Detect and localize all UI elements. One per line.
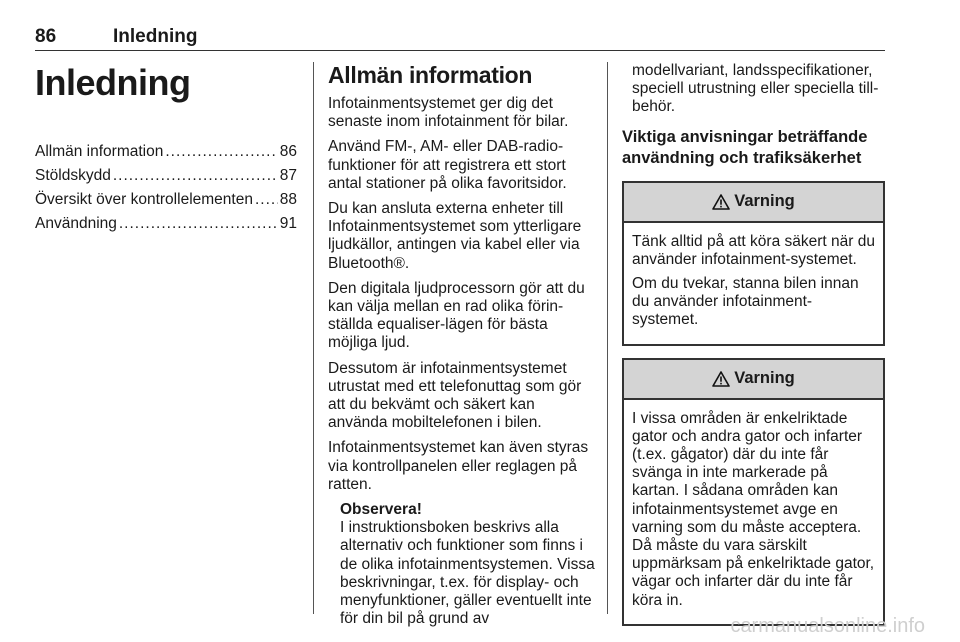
toc-entry[interactable] — [35, 212, 297, 236]
page-number: 86 — [35, 26, 57, 47]
watermark: carmanualsonline.info — [730, 615, 925, 637]
paragraph: Den digitala ljudprocessorn gör att du kan välja mellan en rad olika förin-ställda equaliser-lägen för bästa möjliga ljud. — [328, 279, 585, 352]
toc-column — [35, 62, 297, 236]
toc-page: 91 — [279, 215, 297, 232]
note-title: Observera! — [340, 501, 422, 519]
toc-entry[interactable] — [35, 164, 297, 188]
warning-box — [622, 358, 885, 626]
toc-entry[interactable] — [35, 188, 297, 212]
warning-box — [622, 181, 885, 346]
toc-label: Användning — [35, 215, 117, 232]
table-of-contents — [35, 140, 297, 236]
section-heading: Allmän information — [328, 62, 533, 88]
toc-label: Allmän information — [35, 143, 164, 160]
warning-text: I vissa områden är enkelriktade gator och andra gator och infarter (t.ex. gågator) där du inte får svänga in inte markerade på kartan. I sådana områden kan infotainmentsystemet avge en varning som du måste acceptera. Då måste du vara särskilt uppmärksam på enkelriktade gator, vägar och infarter där du inte får köra in. — [632, 409, 875, 609]
paragraph — [328, 200, 596, 273]
toc-page: 88 — [279, 191, 297, 208]
warning-title: Varning — [734, 192, 795, 211]
warning-text: Om du tvekar, stanna bilen innan du använder infotainment-systemet. — [632, 275, 859, 329]
toc-label: Översikt över kontrollelementen — [35, 191, 253, 208]
page-header — [35, 22, 885, 51]
continued-paragraph: modellvariant, landsspecifikationer, speciell utrustning eller speciella till-behör. — [632, 62, 879, 116]
paragraph: Dessutom är infotainmentsystemet utrustat med ett telefonuttag som gör att du bekvämt och säkert kan använda mobiltelefonen i bilen. — [328, 359, 582, 432]
paragraph: Använd FM-, AM- eller DAB-radio-funktioner för att registrera ett stort antal stationer på olika favoritsidor. — [328, 138, 567, 192]
warning-text: Tänk alltid på att köra säkert när du använder infotainment-systemet. — [632, 232, 875, 268]
warning-header — [624, 183, 883, 223]
note-box — [340, 501, 596, 628]
paragraph-text: Du kan ansluta externa enheter till Infotainmentsystemet som ytterligare ljudkällor, antingen via kabel eller via Bluetooth — [328, 200, 582, 272]
paragraph: Infotainmentsystemet ger dig det senaste inom infotainment för bilar. — [328, 95, 569, 131]
toc-page: 86 — [279, 143, 297, 160]
column-divider — [313, 62, 314, 614]
registered-suffix: ®. — [393, 254, 410, 272]
warning-body — [624, 400, 883, 624]
column-divider — [607, 62, 608, 614]
warning-body — [624, 223, 883, 344]
section-heading: Viktiga anvisningar beträffande användning och trafiksäkerhet — [622, 127, 868, 167]
safety-column — [622, 62, 885, 638]
note-text: I instruktionsboken beskrivs alla alternativ och funktioner som finns i de olika infotainmentsystemen. Vissa beskrivningar, t.ex. för display- och menyfunktioner, gäller eventuellt inte för din bil på grund av — [340, 519, 595, 628]
paragraph: Infotainmentsystemet kan även styras via kontrollpanelen eller reglagen på ratten. — [328, 439, 589, 493]
chapter-title: Inledning — [35, 62, 191, 103]
toc-label: Stöldskydd — [35, 167, 111, 184]
warning-title: Varning — [734, 369, 795, 388]
toc-entry[interactable] — [35, 140, 297, 164]
warning-header — [624, 360, 883, 400]
general-info-column — [328, 62, 596, 628]
warning-triangle-icon — [712, 371, 730, 387]
warning-triangle-icon — [712, 194, 730, 210]
toc-page: 87 — [279, 167, 297, 184]
running-title: Inledning — [113, 26, 198, 47]
